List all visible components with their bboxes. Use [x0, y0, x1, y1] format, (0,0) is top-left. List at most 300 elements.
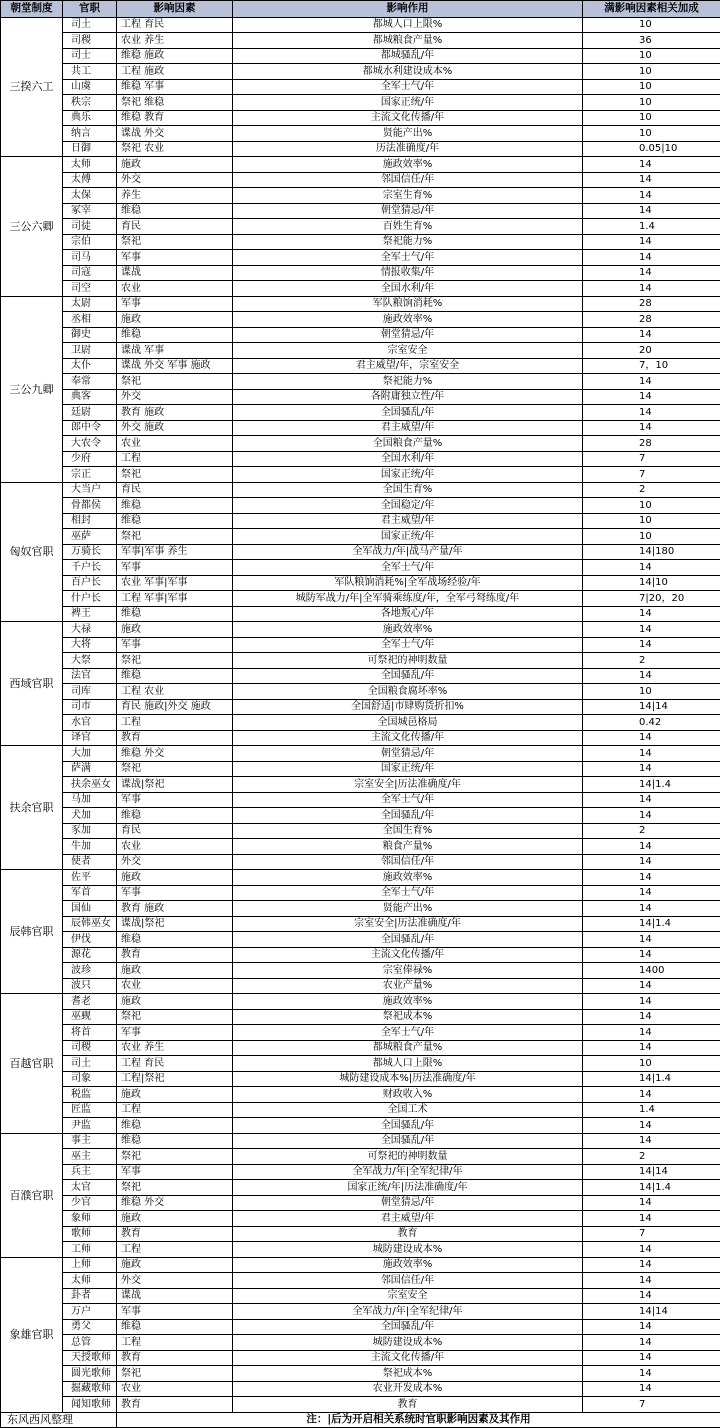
table-row [1, 498, 720, 514]
influence-factor: 军事 [117, 885, 233, 901]
office-name: 太傅 [63, 172, 117, 188]
influence-factor: 施政 [117, 1211, 233, 1227]
office-name: 扶余巫女 [63, 777, 117, 793]
influence-effect: 情报收集/年 [233, 265, 583, 281]
table-row [1, 1071, 720, 1087]
table-row [1, 839, 720, 855]
influence-factor: 维稳 [117, 932, 233, 948]
influence-effect: 国家正统/年 [233, 467, 583, 483]
table-row [1, 219, 720, 235]
influence-effect: 全国稳定/年 [233, 498, 583, 514]
influence-effect: 城防建设成本%|历法准确度/年 [233, 1071, 583, 1087]
influence-effect: 主流文化传播/年 [233, 730, 583, 746]
bonus-value: 14|14 [583, 1164, 720, 1180]
office-name: 司寇 [63, 265, 117, 281]
influence-factor: 祭祀 [117, 374, 233, 390]
bonus-value: 28 [583, 296, 720, 312]
influence-effect: 全国骚乱/年 [233, 1118, 583, 1134]
influence-effect: 君主威望/年，宗室安全 [233, 358, 583, 374]
influence-effect: 教育 [233, 1226, 583, 1242]
table-row [1, 296, 720, 312]
influence-factor: 农业 [117, 978, 233, 994]
influence-effect: 祭祀能力% [233, 374, 583, 390]
influence-effect: 施政效率% [233, 870, 583, 886]
office-name: 闻知歌师 [63, 1397, 117, 1413]
office-name: 太师 [63, 157, 117, 173]
influence-effect: 都城人口上限% [233, 1056, 583, 1072]
influence-effect: 宗室安全 [233, 1288, 583, 1304]
office-name: 辰韩巫女 [63, 916, 117, 932]
office-name: 郎中令 [63, 420, 117, 436]
influence-effect: 朝堂猜忌/年 [233, 203, 583, 219]
influence-effect: 都城水利建设成本% [233, 64, 583, 80]
table-row [1, 529, 720, 545]
table-row [1, 1025, 720, 1041]
bonus-value: 10 [583, 64, 720, 80]
bonus-value: 14 [583, 1087, 720, 1103]
office-name: 典客 [63, 389, 117, 405]
bonus-value: 10 [583, 529, 720, 545]
office-name: 秩宗 [63, 95, 117, 111]
influence-factor: 教育 施政 [117, 405, 233, 421]
influence-factor: 施政 [117, 157, 233, 173]
influence-effect: 主流文化传播/年 [233, 1350, 583, 1366]
influence-effect: 国家正统/年 [233, 761, 583, 777]
bonus-value: 14 [583, 1319, 720, 1335]
bonus-value: 10 [583, 95, 720, 111]
influence-factor: 军事 [117, 1304, 233, 1320]
bonus-value: 20 [583, 343, 720, 359]
office-name: 马加 [63, 792, 117, 808]
table-row [1, 312, 720, 328]
header-effect: 影响作用 [233, 1, 583, 18]
influence-factor: 工程 [117, 1242, 233, 1258]
influence-factor: 祭祀 维稳 [117, 95, 233, 111]
table-row [1, 1180, 720, 1196]
table-row [1, 1288, 720, 1304]
table-row [1, 1087, 720, 1103]
bonus-value: 14 [583, 374, 720, 390]
bonus-value: 14 [583, 560, 720, 576]
office-name: 波只 [63, 978, 117, 994]
office-name: 勇父 [63, 1319, 117, 1335]
bonus-value: 14 [583, 1118, 720, 1134]
bonus-value: 2 [583, 482, 720, 498]
system-group-name: 西域官职 [1, 622, 63, 746]
table-row [1, 1319, 720, 1335]
influence-effect: 全国工术 [233, 1102, 583, 1118]
table-row [1, 963, 720, 979]
influence-factor: 维稳 [117, 327, 233, 343]
office-name: 兵主 [63, 1164, 117, 1180]
influence-effect: 农业开发成本% [233, 1381, 583, 1397]
office-name: 国仙 [63, 901, 117, 917]
table-row [1, 374, 720, 390]
influence-factor: 工程|祭祀 [117, 1071, 233, 1087]
influence-factor: 维稳 [117, 203, 233, 219]
influence-factor: 维稳 外交 [117, 746, 233, 762]
bonus-value: 14 [583, 1335, 720, 1351]
influence-factor: 祭祀 [117, 1009, 233, 1025]
office-name: 司徒 [63, 219, 117, 235]
influence-effect: 施政效率% [233, 622, 583, 638]
influence-effect: 农业产量% [233, 978, 583, 994]
table-row [1, 823, 720, 839]
table-row [1, 1350, 720, 1366]
influence-effect: 祭祀成本% [233, 1366, 583, 1382]
influence-factor: 维稳 [117, 498, 233, 514]
bonus-value: 14 [583, 1040, 720, 1056]
office-name: 耆老 [63, 994, 117, 1010]
table-row [1, 17, 720, 33]
influence-effect: 都城骚乱/年 [233, 48, 583, 64]
influence-effect: 城防建设成本% [233, 1335, 583, 1351]
influence-factor: 外交 [117, 389, 233, 405]
footer-note: 注：|后为开启相关系统时官职影响因素及其作用 [117, 1412, 720, 1428]
table-row [1, 281, 720, 297]
influence-factor: 工程 [117, 715, 233, 731]
table-row [1, 188, 720, 204]
table-row [1, 1335, 720, 1351]
influence-effect: 全国骚乱/年 [233, 1319, 583, 1335]
influence-factor: 施政 [117, 870, 233, 886]
office-name: 太保 [63, 188, 117, 204]
bonus-value: 14 [583, 1195, 720, 1211]
influence-factor: 军事 [117, 250, 233, 266]
bonus-value: 14 [583, 994, 720, 1010]
table-row [1, 870, 720, 886]
table-row [1, 1195, 720, 1211]
office-name: 大加 [63, 746, 117, 762]
influence-factor: 军事 [117, 1025, 233, 1041]
influence-effect: 朝堂猜忌/年 [233, 327, 583, 343]
influence-effect: 历法准确度/年 [233, 141, 583, 157]
table-row [1, 591, 720, 607]
table-row [1, 1381, 720, 1397]
bonus-value: 14 [583, 622, 720, 638]
influence-factor: 军事 [117, 560, 233, 576]
influence-effect: 国家正统/年 [233, 95, 583, 111]
influence-effect: 财政收入% [233, 1087, 583, 1103]
influence-factor: 祭祀 [117, 1366, 233, 1382]
bonus-value: 14 [583, 947, 720, 963]
influence-factor: 维稳 教育 [117, 110, 233, 126]
table-row [1, 1304, 720, 1320]
table-row [1, 715, 720, 731]
office-name: 将首 [63, 1025, 117, 1041]
influence-factor: 农业 养生 [117, 1040, 233, 1056]
office-name: 大当户 [63, 482, 117, 498]
office-name: 御史 [63, 327, 117, 343]
influence-effect: 国家正统/年 [233, 529, 583, 545]
office-name: 纳言 [63, 126, 117, 142]
bonus-value: 14|1.4 [583, 916, 720, 932]
influence-factor: 农业 军事|军事 [117, 575, 233, 591]
influence-factor: 维稳 [117, 606, 233, 622]
table-row [1, 932, 720, 948]
influence-effect: 全国生育% [233, 482, 583, 498]
bonus-value: 14 [583, 854, 720, 870]
influence-factor: 育民 [117, 482, 233, 498]
influence-factor: 育民 施政|外交 施政 [117, 699, 233, 715]
influence-factor: 祭祀 [117, 1180, 233, 1196]
bonus-value: 14|1.4 [583, 777, 720, 793]
table-row [1, 265, 720, 281]
table-row [1, 1164, 720, 1180]
office-name: 少府 [63, 451, 117, 467]
table-row [1, 1009, 720, 1025]
bonus-value: 14 [583, 1025, 720, 1041]
influence-factor: 维稳 外交 [117, 1195, 233, 1211]
footer-row [1, 1412, 720, 1428]
influence-factor: 军事|军事 养生 [117, 544, 233, 560]
table-row [1, 33, 720, 49]
office-name: 源花 [63, 947, 117, 963]
influence-factor: 施政 [117, 622, 233, 638]
influence-factor: 祭祀 农业 [117, 141, 233, 157]
bonus-value: 14|14 [583, 1304, 720, 1320]
table-row [1, 513, 720, 529]
bonus-value: 7 [583, 451, 720, 467]
bonus-value: 10 [583, 684, 720, 700]
office-name: 司市 [63, 699, 117, 715]
bonus-value: 14 [583, 668, 720, 684]
bonus-value: 14 [583, 1009, 720, 1025]
influence-effect: 全国骚乱/年 [233, 668, 583, 684]
influence-factor: 祭祀 [117, 467, 233, 483]
office-name: 冢宰 [63, 203, 117, 219]
table-row [1, 451, 720, 467]
office-name: 天授歌师 [63, 1350, 117, 1366]
influence-effect: 各地叛心/年 [233, 606, 583, 622]
table-row [1, 343, 720, 359]
office-name: 上师 [63, 1257, 117, 1273]
header-office: 官职 [63, 1, 117, 18]
table-row [1, 1242, 720, 1258]
influence-effect: 可祭祀的神明数量 [233, 1149, 583, 1165]
influence-effect: 各附庸独立性/年 [233, 389, 583, 405]
office-name: 廷尉 [63, 405, 117, 421]
system-group-name: 百濮官职 [1, 1133, 63, 1257]
bonus-value: 10 [583, 126, 720, 142]
bonus-value: 14|1.4 [583, 1180, 720, 1196]
table-row [1, 901, 720, 917]
office-name: 司稷 [63, 1040, 117, 1056]
office-name: 伊伐 [63, 932, 117, 948]
system-group-name: 三揆六工 [1, 17, 63, 157]
office-name: 万户 [63, 1304, 117, 1320]
influence-factor: 施政 [117, 1257, 233, 1273]
table-row [1, 1118, 720, 1134]
bonus-value: 10 [583, 110, 720, 126]
influence-factor: 施政 [117, 994, 233, 1010]
table-row [1, 389, 720, 405]
influence-factor: 外交 [117, 172, 233, 188]
influence-effect: 教育 [233, 1397, 583, 1413]
bonus-value: 2 [583, 653, 720, 669]
influence-factor: 育民 [117, 219, 233, 235]
table-row [1, 622, 720, 638]
influence-factor: 施政 [117, 963, 233, 979]
office-name: 司土 [63, 17, 117, 33]
office-name: 牛加 [63, 839, 117, 855]
influence-factor: 维稳 [117, 808, 233, 824]
table-row [1, 126, 720, 142]
influence-factor: 谍战 外交 军事 施政 [117, 358, 233, 374]
influence-effect: 全国骚乱/年 [233, 1133, 583, 1149]
office-name: 什户长 [63, 591, 117, 607]
influence-effect: 贤能产出% [233, 901, 583, 917]
table-row [1, 1149, 720, 1165]
system-group-name: 扶余官职 [1, 746, 63, 870]
influence-effect: 邻国信任/年 [233, 1273, 583, 1289]
bonus-value: 28 [583, 436, 720, 452]
bonus-value: 14 [583, 1288, 720, 1304]
header-system: 朝堂制度 [1, 1, 63, 18]
bonus-value: 14 [583, 1273, 720, 1289]
bonus-value: 14 [583, 870, 720, 886]
influence-effect: 国家正统/年|历法准确度/年 [233, 1180, 583, 1196]
influence-factor: 教育 [117, 1350, 233, 1366]
bonus-value: 14 [583, 1242, 720, 1258]
header-bonus: 满影响因素相关加成 [583, 1, 720, 18]
table-row [1, 668, 720, 684]
influence-effect: 施政效率% [233, 312, 583, 328]
office-name: 卫尉 [63, 343, 117, 359]
influence-factor: 施政 [117, 312, 233, 328]
bonus-value: 14 [583, 1350, 720, 1366]
table-row [1, 48, 720, 64]
bonus-value: 1.4 [583, 1102, 720, 1118]
bonus-value: 14 [583, 203, 720, 219]
table-row [1, 172, 720, 188]
influence-factor: 外交 [117, 854, 233, 870]
influence-effect: 城防建设成本% [233, 1242, 583, 1258]
influence-factor: 教育 施政 [117, 901, 233, 917]
office-name: 司库 [63, 684, 117, 700]
bonus-value: 10 [583, 79, 720, 95]
table-body [1, 17, 720, 1412]
office-name: 巫觋 [63, 1009, 117, 1025]
office-name: 万骑长 [63, 544, 117, 560]
influence-factor: 农业 [117, 436, 233, 452]
office-name: 太师 [63, 1273, 117, 1289]
table-row [1, 637, 720, 653]
influence-effect: 全军战力/年|战马产量/年 [233, 544, 583, 560]
influence-effect: 贤能产出% [233, 126, 583, 142]
system-group-name: 百越官职 [1, 994, 63, 1134]
table-row [1, 746, 720, 762]
office-name: 山虞 [63, 79, 117, 95]
system-group-name: 匈奴官职 [1, 482, 63, 622]
influence-effect: 城防军战力/年|全军骑乘练度/年，全军弓弩练度/年 [233, 591, 583, 607]
bonus-value: 14 [583, 250, 720, 266]
influence-factor: 教育 [117, 1397, 233, 1413]
influence-effect: 宗室安全 [233, 343, 583, 359]
influence-effect: 主流文化传播/年 [233, 110, 583, 126]
bonus-value: 1400 [583, 963, 720, 979]
bonus-value: 10 [583, 513, 720, 529]
influence-effect: 全军士气/年 [233, 885, 583, 901]
influence-factor: 谍战 军事 [117, 343, 233, 359]
bonus-value: 7，10 [583, 358, 720, 374]
table-row [1, 234, 720, 250]
table-row [1, 947, 720, 963]
influence-effect: 君主威望/年 [233, 420, 583, 436]
influence-effect: 全国粮食腐坏率% [233, 684, 583, 700]
bonus-value: 14 [583, 839, 720, 855]
bonus-value: 10 [583, 17, 720, 33]
influence-factor: 军事 [117, 296, 233, 312]
table-row [1, 575, 720, 591]
influence-factor: 谍战|祭祀 [117, 916, 233, 932]
influence-effect: 朝堂猜忌/年 [233, 746, 583, 762]
influence-effect: 百姓生育% [233, 219, 583, 235]
office-name: 裨王 [63, 606, 117, 622]
bonus-value: 14 [583, 157, 720, 173]
table-row [1, 792, 720, 808]
influence-factor: 维稳 施政 [117, 48, 233, 64]
office-name: 相封 [63, 513, 117, 529]
table-row [1, 653, 720, 669]
office-name: 太官 [63, 1180, 117, 1196]
bonus-value: 1.4 [583, 219, 720, 235]
bonus-value: 14 [583, 1366, 720, 1382]
influence-factor: 军事 [117, 792, 233, 808]
office-name: 共工 [63, 64, 117, 80]
bonus-value: 10 [583, 1056, 720, 1072]
influence-factor: 祭祀 [117, 1149, 233, 1165]
influence-factor: 农业 [117, 281, 233, 297]
influence-effect: 主流文化传播/年 [233, 947, 583, 963]
bonus-value: 14 [583, 1257, 720, 1273]
office-name: 司马 [63, 250, 117, 266]
influence-factor: 谍战 [117, 1288, 233, 1304]
bonus-value: 14 [583, 1381, 720, 1397]
table-row [1, 1102, 720, 1118]
bonus-value: 14 [583, 405, 720, 421]
influence-factor: 养生 [117, 188, 233, 204]
influence-factor: 工程 育民 [117, 1056, 233, 1072]
table-row [1, 1257, 720, 1273]
influence-effect: 宗室安全|历法准确度/年 [233, 916, 583, 932]
table-row [1, 1056, 720, 1072]
table-row [1, 885, 720, 901]
influence-effect: 君主威望/年 [233, 513, 583, 529]
influence-effect: 祭祀成本% [233, 1009, 583, 1025]
bonus-value: 14 [583, 188, 720, 204]
office-name: 司稷 [63, 33, 117, 49]
office-name: 犬加 [63, 808, 117, 824]
influence-effect: 全军士气/年 [233, 792, 583, 808]
bonus-value: 2 [583, 1149, 720, 1165]
table-row [1, 1366, 720, 1382]
influence-factor: 农业 [117, 839, 233, 855]
influence-factor: 工程 育民 [117, 17, 233, 33]
influence-factor: 外交 [117, 1273, 233, 1289]
influence-effect: 君主威望/年 [233, 1211, 583, 1227]
influence-factor: 谍战 [117, 265, 233, 281]
bonus-value: 36 [583, 33, 720, 49]
influence-factor: 谍战|祭祀 [117, 777, 233, 793]
bonus-value: 10 [583, 48, 720, 64]
office-name: 歌师 [63, 1226, 117, 1242]
influence-effect: 施政效率% [233, 994, 583, 1010]
influence-effect: 祭祀能力% [233, 234, 583, 250]
bonus-value: 14 [583, 808, 720, 824]
influence-effect: 全国骚乱/年 [233, 932, 583, 948]
influence-effect: 施政效率% [233, 1257, 583, 1273]
